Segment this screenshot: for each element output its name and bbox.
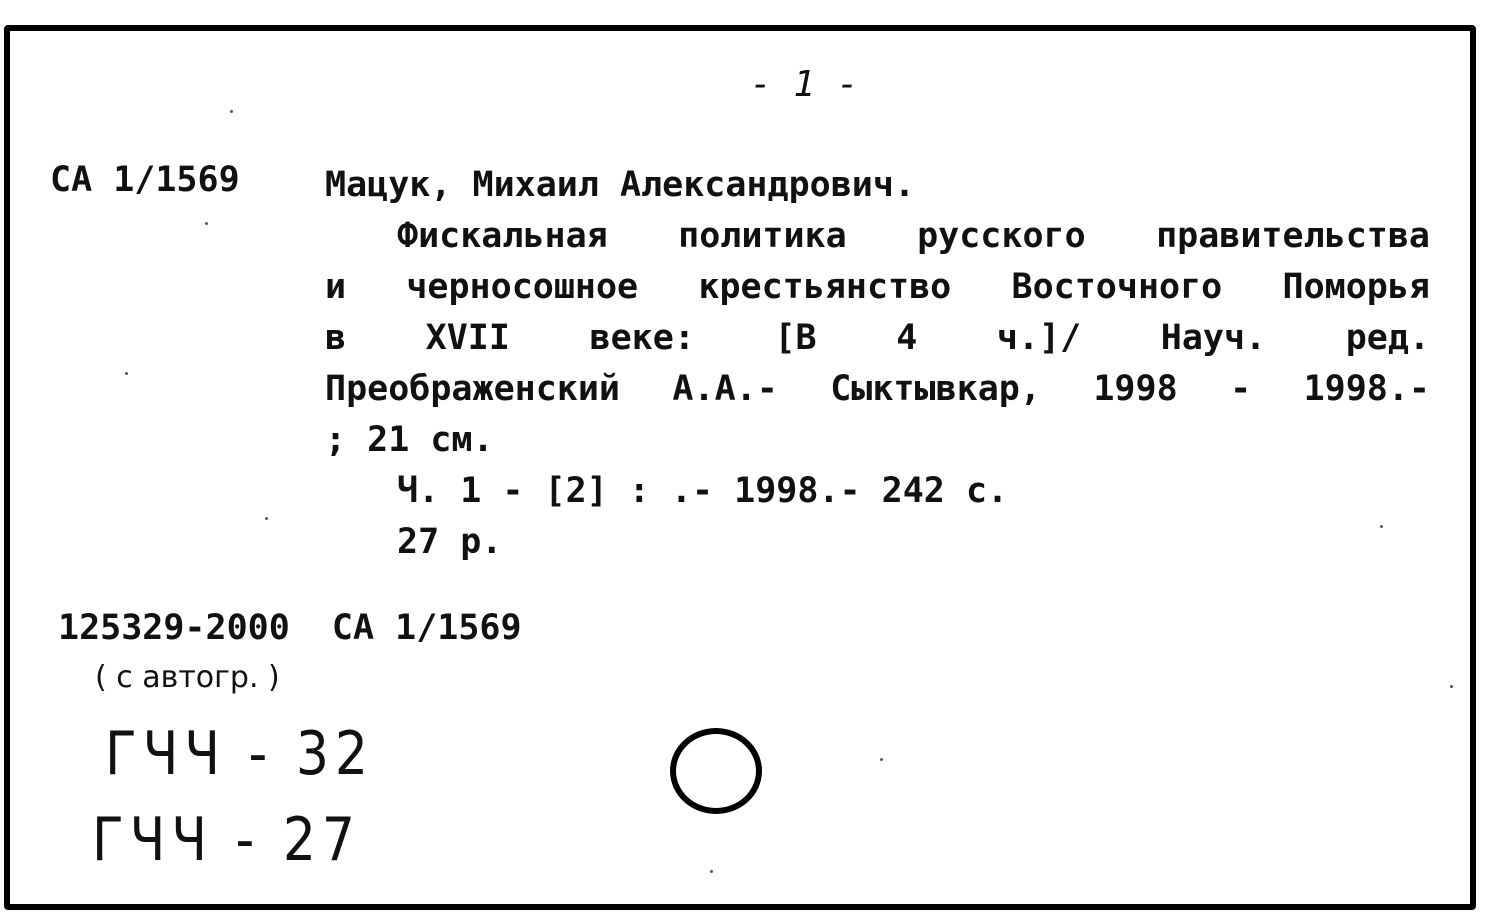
handwritten-code-2: ГЧЧ - 27 <box>92 806 361 875</box>
title-line-2: и черносошное крестьянство Восточного Поморья <box>325 267 1430 307</box>
speck <box>230 110 233 113</box>
title-line-5: ; 21 см. <box>325 420 494 460</box>
accession-number: 125329-2000 СА 1/1569 <box>58 608 522 648</box>
volume-line: Ч. 1 - [2] : .- 1998.- 242 с. <box>397 471 1009 511</box>
price-line: 27 р. <box>397 522 503 562</box>
speck <box>1450 685 1453 688</box>
author-heading: Мацук, Михаил Александрович. <box>325 165 916 205</box>
title-line-1: Фискальная политика русского правительства <box>397 216 1430 256</box>
speck <box>205 222 208 225</box>
title-line-4: Преображенский А.А.- Сыктывкар, 1998 - 1998.- <box>325 369 1430 409</box>
bibliographic-record <box>325 160 1430 568</box>
page-number: - 1 - <box>750 64 859 105</box>
title-line-3: в XVII веке: [В 4 ч.]/ Науч. ред. <box>325 318 1430 358</box>
shelf-mark: СА 1/1569 <box>50 160 240 200</box>
handwritten-note: ( с автогр. ) <box>95 660 280 695</box>
speck <box>710 870 713 873</box>
handwritten-code-1: ГЧЧ - 32 <box>105 720 374 789</box>
speck <box>125 372 128 375</box>
speck <box>265 517 268 520</box>
speck <box>880 758 883 761</box>
speck <box>1380 525 1383 528</box>
circle-mark <box>670 728 762 814</box>
